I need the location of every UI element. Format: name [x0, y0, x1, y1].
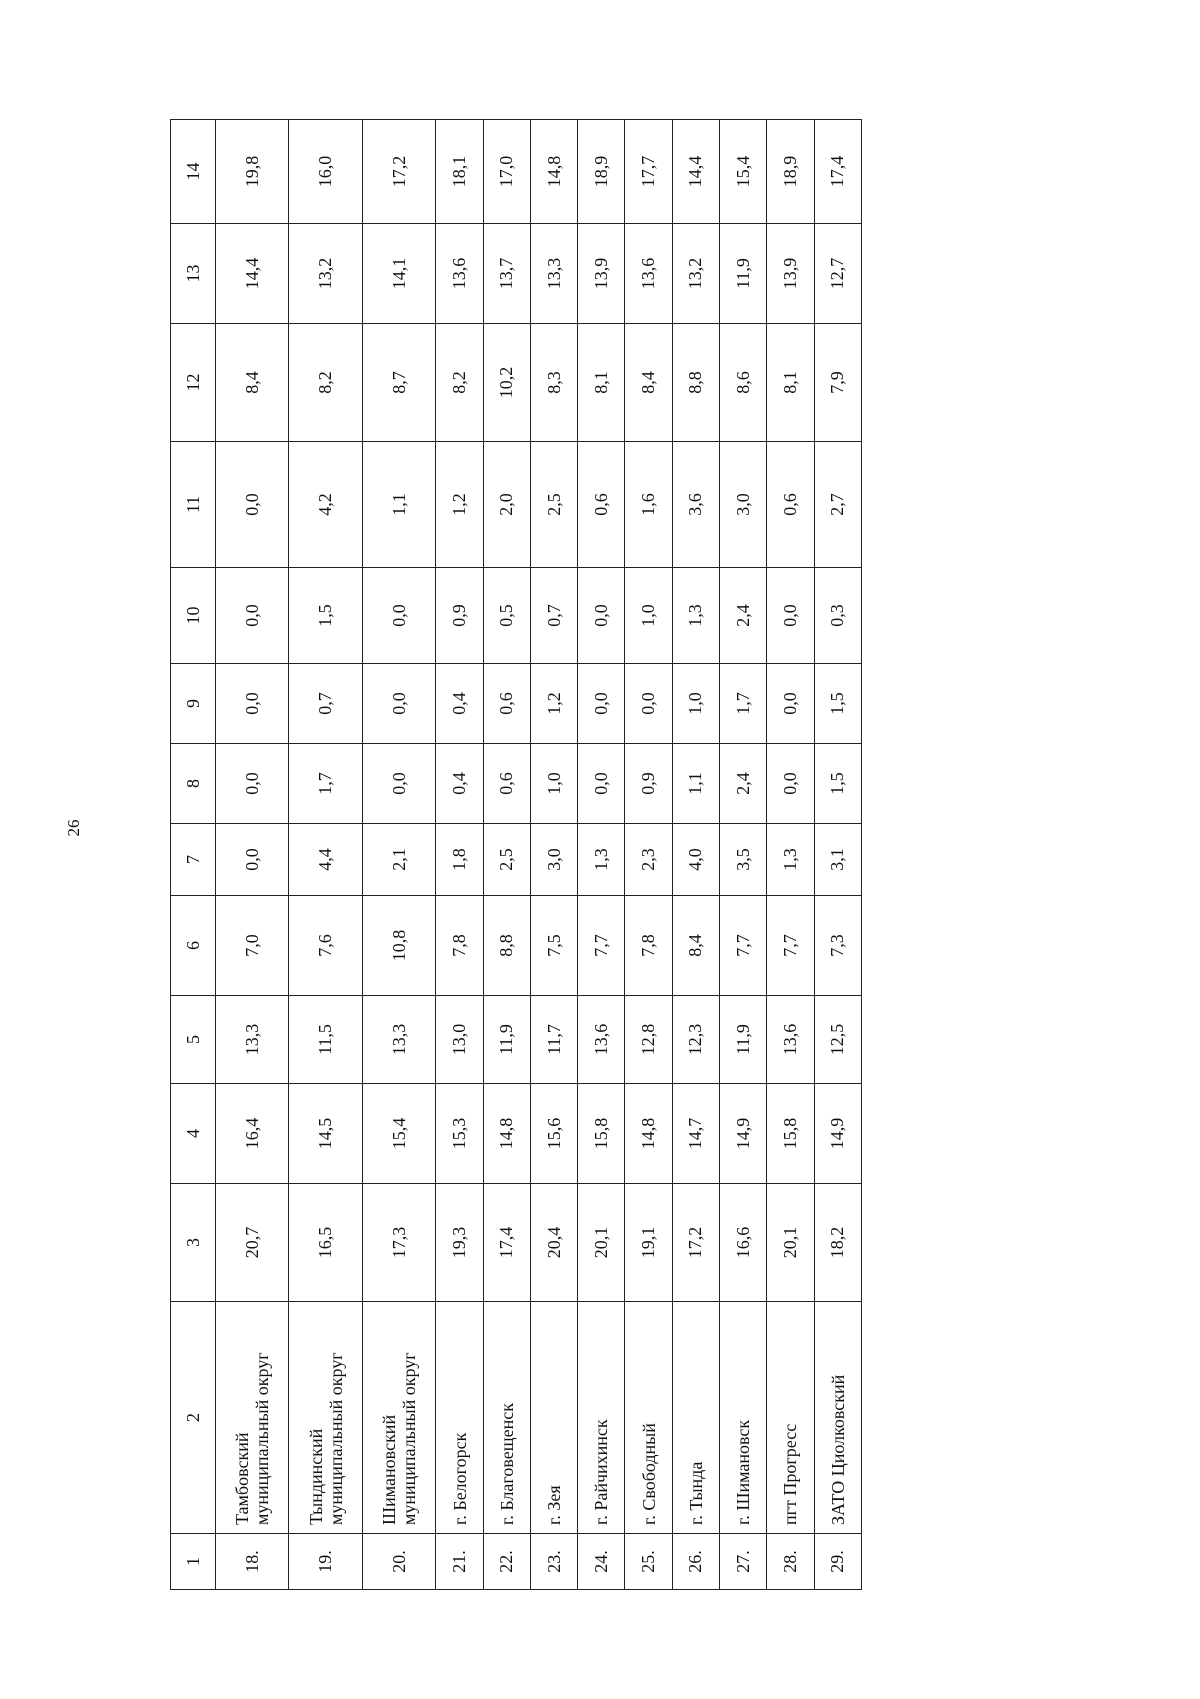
municipality-name-line1: г. Шимановск: [733, 1419, 754, 1525]
value-cell: 2,1: [362, 824, 435, 896]
value-cell: 15,3: [436, 1084, 483, 1184]
value-cell: 0,7: [289, 664, 362, 744]
value-cell: 1,3: [578, 824, 625, 896]
value-cell: 20,7: [216, 1184, 289, 1302]
value-cell: 20,1: [767, 1184, 814, 1302]
municipality-name: [289, 1302, 362, 1534]
column-header-6: 6: [171, 896, 216, 996]
value-cell: 12,7: [814, 224, 861, 324]
value-cell: 0,6: [483, 664, 530, 744]
value-cell: 14,4: [216, 224, 289, 324]
value-cell: 1,1: [672, 744, 719, 824]
value-cell: 14,9: [814, 1084, 861, 1184]
value-cell: 14,8: [530, 120, 577, 224]
value-cell: 0,0: [625, 664, 672, 744]
municipality-name: [625, 1302, 672, 1534]
value-cell: 8,8: [483, 896, 530, 996]
municipality-name: [483, 1302, 530, 1534]
value-cell: 13,0: [436, 996, 483, 1084]
value-cell: 7,3: [814, 896, 861, 996]
municipality-name-line1: г. Белогорск: [449, 1432, 470, 1525]
value-cell: 14,7: [672, 1084, 719, 1184]
municipality-name: [814, 1302, 861, 1534]
row-number: 29.: [814, 1534, 861, 1590]
municipality-name: [362, 1302, 435, 1534]
column-header-4: 4: [171, 1084, 216, 1184]
municipality-name-line1: г. Свободный: [638, 1423, 659, 1525]
value-cell: 17,4: [814, 120, 861, 224]
row-number: 28.: [767, 1534, 814, 1590]
value-cell: 1,2: [436, 442, 483, 568]
table-row: [767, 120, 814, 1590]
value-cell: 14,1: [362, 224, 435, 324]
value-cell: 13,2: [672, 224, 719, 324]
municipality-name-line1: Шимановский: [379, 1414, 400, 1525]
row-number: 24.: [578, 1534, 625, 1590]
value-cell: 13,7: [483, 224, 530, 324]
value-cell: 13,3: [530, 224, 577, 324]
column-header-9: 9: [171, 664, 216, 744]
value-cell: 1,5: [814, 744, 861, 824]
value-cell: 20,1: [578, 1184, 625, 1302]
table-row: [362, 120, 435, 1590]
value-cell: 17,3: [362, 1184, 435, 1302]
column-header-5: 5: [171, 996, 216, 1084]
value-cell: 8,1: [578, 324, 625, 442]
municipality-name-line1: г. Зея: [544, 1485, 565, 1525]
data-table-container: [170, 120, 862, 1590]
value-cell: 7,7: [767, 896, 814, 996]
municipality-name-line1: ЗАТО Циолковский: [827, 1374, 848, 1525]
municipality-name-line1: г. Благовещенск: [496, 1403, 517, 1525]
row-number: 26.: [672, 1534, 719, 1590]
row-number: 20.: [362, 1534, 435, 1590]
value-cell: 1,8: [436, 824, 483, 896]
table-row: [289, 120, 362, 1590]
value-cell: 14,4: [672, 120, 719, 224]
value-cell: 3,6: [672, 442, 719, 568]
value-cell: 14,8: [483, 1084, 530, 1184]
value-cell: 2,3: [625, 824, 672, 896]
value-cell: 1,0: [625, 568, 672, 664]
value-cell: 4,2: [289, 442, 362, 568]
value-cell: 13,6: [625, 224, 672, 324]
municipality-name: [672, 1302, 719, 1534]
value-cell: 1,5: [814, 664, 861, 744]
value-cell: 2,4: [720, 744, 767, 824]
table-row: [720, 120, 767, 1590]
municipality-name: [767, 1302, 814, 1534]
value-cell: 4,0: [672, 824, 719, 896]
value-cell: 17,4: [483, 1184, 530, 1302]
value-cell: 0,0: [362, 664, 435, 744]
value-cell: 7,6: [289, 896, 362, 996]
value-cell: 3,1: [814, 824, 861, 896]
value-cell: 2,7: [814, 442, 861, 568]
value-cell: 11,9: [720, 224, 767, 324]
table-row: [216, 120, 289, 1590]
column-header-10: 10: [171, 568, 216, 664]
value-cell: 19,3: [436, 1184, 483, 1302]
municipality-name: [216, 1302, 289, 1534]
value-cell: 1,6: [625, 442, 672, 568]
municipality-name-line1: пгт Прогресс: [780, 1423, 801, 1525]
value-cell: 8,6: [720, 324, 767, 442]
value-cell: 20,4: [530, 1184, 577, 1302]
page-number: 26: [64, 819, 83, 837]
municipality-name-line2: муниципальный округ: [399, 1352, 420, 1525]
value-cell: 18,1: [436, 120, 483, 224]
value-cell: 1,0: [530, 744, 577, 824]
municipality-name-line1: г. Тында: [685, 1461, 706, 1525]
value-cell: 0,0: [767, 744, 814, 824]
municipality-name-line2: муниципальный округ: [252, 1352, 273, 1525]
value-cell: 15,6: [530, 1084, 577, 1184]
column-header-8: 8: [171, 744, 216, 824]
value-cell: 0,0: [216, 664, 289, 744]
value-cell: 4,4: [289, 824, 362, 896]
value-cell: 18,2: [814, 1184, 861, 1302]
value-cell: 0,0: [578, 568, 625, 664]
value-cell: 13,9: [767, 224, 814, 324]
column-header-11: 11: [171, 442, 216, 568]
value-cell: 0,0: [216, 744, 289, 824]
header-row: [171, 120, 216, 1590]
value-cell: 2,5: [530, 442, 577, 568]
value-cell: 13,6: [578, 996, 625, 1084]
value-cell: 3,0: [720, 442, 767, 568]
row-number: 23.: [530, 1534, 577, 1590]
value-cell: 0,0: [362, 568, 435, 664]
value-cell: 7,7: [720, 896, 767, 996]
value-cell: 3,0: [530, 824, 577, 896]
value-cell: 0,9: [625, 744, 672, 824]
value-cell: 1,3: [672, 568, 719, 664]
column-header-1: 1: [171, 1534, 216, 1590]
value-cell: 18,9: [767, 120, 814, 224]
value-cell: 10,2: [483, 324, 530, 442]
municipality-name: [720, 1302, 767, 1534]
value-cell: 1,1: [362, 442, 435, 568]
value-cell: 15,8: [578, 1084, 625, 1184]
value-cell: 0,7: [530, 568, 577, 664]
row-number: 18.: [216, 1534, 289, 1590]
value-cell: 0,0: [216, 442, 289, 568]
value-cell: 0,6: [483, 744, 530, 824]
value-cell: 10,8: [362, 896, 435, 996]
value-cell: 0,6: [578, 442, 625, 568]
value-cell: 1,5: [289, 568, 362, 664]
value-cell: 0,0: [578, 744, 625, 824]
value-cell: 8,7: [362, 324, 435, 442]
table-row: [814, 120, 861, 1590]
value-cell: 7,0: [216, 896, 289, 996]
municipality-name-line2: муниципальный округ: [325, 1352, 346, 1525]
value-cell: 0,0: [216, 568, 289, 664]
municipality-name-line1: г. Райчихинск: [591, 1419, 612, 1525]
value-cell: 15,4: [720, 120, 767, 224]
value-cell: 0,0: [767, 664, 814, 744]
value-cell: 11,9: [720, 996, 767, 1084]
table-body: [216, 120, 862, 1590]
value-cell: 13,6: [436, 224, 483, 324]
value-cell: 14,9: [720, 1084, 767, 1184]
value-cell: 0,0: [216, 824, 289, 896]
row-number: 21.: [436, 1534, 483, 1590]
value-cell: 7,7: [578, 896, 625, 996]
value-cell: 16,5: [289, 1184, 362, 1302]
value-cell: 7,8: [625, 896, 672, 996]
value-cell: 11,5: [289, 996, 362, 1084]
value-cell: 0,4: [436, 664, 483, 744]
column-header-13: 13: [171, 224, 216, 324]
value-cell: 0,0: [767, 568, 814, 664]
value-cell: 8,1: [767, 324, 814, 442]
value-cell: 13,2: [289, 224, 362, 324]
value-cell: 1,7: [289, 744, 362, 824]
value-cell: 0,0: [578, 664, 625, 744]
value-cell: 8,2: [436, 324, 483, 442]
table-row: [530, 120, 577, 1590]
value-cell: 16,6: [720, 1184, 767, 1302]
table-row: [672, 120, 719, 1590]
value-cell: 1,2: [530, 664, 577, 744]
municipality-name: [578, 1302, 625, 1534]
value-cell: 2,5: [483, 824, 530, 896]
value-cell: 18,9: [578, 120, 625, 224]
value-cell: 13,9: [578, 224, 625, 324]
column-header-2: 2: [171, 1302, 216, 1534]
value-cell: 14,5: [289, 1084, 362, 1184]
value-cell: 0,9: [436, 568, 483, 664]
column-header-12: 12: [171, 324, 216, 442]
value-cell: 1,3: [767, 824, 814, 896]
value-cell: 7,5: [530, 896, 577, 996]
value-cell: 3,5: [720, 824, 767, 896]
value-cell: 7,9: [814, 324, 861, 442]
row-number: 19.: [289, 1534, 362, 1590]
value-cell: 11,7: [530, 996, 577, 1084]
table-row: [436, 120, 483, 1590]
value-cell: 15,8: [767, 1084, 814, 1184]
row-number: 25.: [625, 1534, 672, 1590]
value-cell: 8,3: [530, 324, 577, 442]
value-cell: 8,4: [672, 896, 719, 996]
value-cell: 1,7: [720, 664, 767, 744]
value-cell: 19,8: [216, 120, 289, 224]
column-header-7: 7: [171, 824, 216, 896]
value-cell: 8,4: [216, 324, 289, 442]
value-cell: 8,4: [625, 324, 672, 442]
value-cell: 16,4: [216, 1084, 289, 1184]
value-cell: 13,6: [767, 996, 814, 1084]
value-cell: 12,5: [814, 996, 861, 1084]
data-table: [170, 119, 862, 1590]
value-cell: 0,6: [767, 442, 814, 568]
table-row: [625, 120, 672, 1590]
value-cell: 19,1: [625, 1184, 672, 1302]
value-cell: 17,7: [625, 120, 672, 224]
value-cell: 13,3: [362, 996, 435, 1084]
municipality-name-line1: Тындинский: [305, 1428, 326, 1525]
value-cell: 0,0: [362, 744, 435, 824]
column-header-14: 14: [171, 120, 216, 224]
value-cell: 8,2: [289, 324, 362, 442]
value-cell: 13,3: [216, 996, 289, 1084]
value-cell: 17,2: [672, 1184, 719, 1302]
row-number: 27.: [720, 1534, 767, 1590]
value-cell: 12,8: [625, 996, 672, 1084]
table-row: [578, 120, 625, 1590]
value-cell: 2,0: [483, 442, 530, 568]
value-cell: 11,9: [483, 996, 530, 1084]
value-cell: 15,4: [362, 1084, 435, 1184]
municipality-name: [530, 1302, 577, 1534]
value-cell: 1,0: [672, 664, 719, 744]
value-cell: 0,3: [814, 568, 861, 664]
value-cell: 14,8: [625, 1084, 672, 1184]
table-row: [483, 120, 530, 1590]
municipality-name: [436, 1302, 483, 1534]
value-cell: 17,2: [362, 120, 435, 224]
value-cell: 12,3: [672, 996, 719, 1084]
value-cell: 8,8: [672, 324, 719, 442]
value-cell: 17,0: [483, 120, 530, 224]
value-cell: 16,0: [289, 120, 362, 224]
value-cell: 7,8: [436, 896, 483, 996]
row-number: 22.: [483, 1534, 530, 1590]
value-cell: 0,5: [483, 568, 530, 664]
value-cell: 0,4: [436, 744, 483, 824]
column-header-3: 3: [171, 1184, 216, 1302]
value-cell: 2,4: [720, 568, 767, 664]
municipality-name-line1: Тамбовский: [232, 1432, 253, 1525]
